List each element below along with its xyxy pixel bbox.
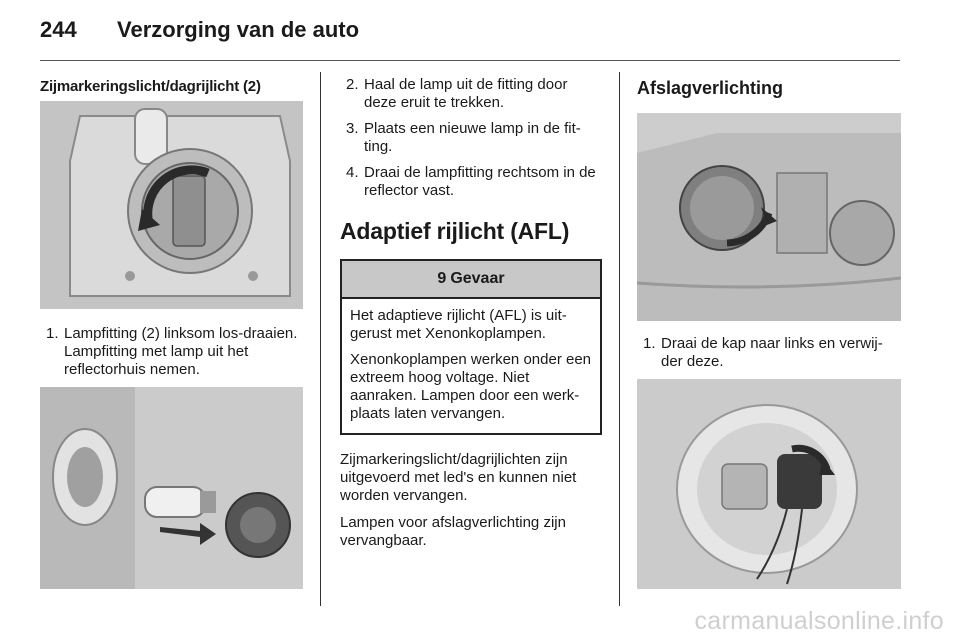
figure-cornering-light-cap (637, 113, 901, 321)
step-item: 1. Draai de kap naar links en verwij-der deze. (643, 335, 883, 370)
figure-cornering-bulb (637, 379, 901, 589)
warning-triangle-icon: 9 (437, 270, 447, 287)
watermark: carmanualsonline.info (694, 607, 944, 635)
warning-body (342, 299, 600, 433)
header-rule (40, 60, 900, 61)
warning-paragraph: Xenonkoplampen werken onder een extreem hoog voltage. Niet aanraken. Lampen door een werk-plaats laten vervangen. (350, 351, 592, 422)
figure-lamp-removal (40, 387, 303, 589)
body-paragraph: Zijmarkeringslicht/dagrijlichten zijn uitgevoerd met led's en kunnen niet worden vervangen. (340, 451, 577, 504)
lamp-removal-illustration (40, 387, 303, 589)
page-title: Verzorging van de auto (117, 17, 360, 42)
lamp-socket-illustration (40, 101, 303, 309)
column-divider-left (320, 72, 321, 606)
step-item: 4. Draai de lampfitting rechtsom in de reflector vast. (346, 164, 596, 199)
body-text (340, 451, 602, 550)
section-heading-afslag: Afslagverlichting (637, 78, 784, 98)
danger-warning-box (340, 259, 602, 435)
steps-list-col1 (40, 325, 303, 379)
column-2 (340, 76, 602, 559)
steps-list-col3 (637, 335, 901, 371)
column-divider-right (619, 72, 620, 606)
section-subheading: Zijmarkeringslicht/dagrijlicht (2) (40, 78, 261, 95)
steps-list-col2 (340, 76, 602, 200)
page-number: 244 (40, 17, 77, 42)
body-paragraph: Lampen voor afslagverlichting zijn vervangbaar. (340, 514, 566, 549)
step-item: 2. Haal de lamp uit de fitting door deze eruit te trekken. (346, 76, 568, 111)
column-1 (40, 76, 303, 589)
warning-paragraph: Het adaptieve rijlicht (AFL) is uit-gerust met Xenonkoplampen. (350, 307, 567, 342)
step-item: 1. Lampfitting (2) linksom los-draaien. Lampfitting met lamp uit het reflectorhuis nemen. (46, 325, 298, 378)
section-heading-afl: Adaptief rijlicht (AFL) (340, 218, 570, 244)
warning-header (342, 261, 600, 299)
column-3 (637, 76, 901, 589)
figure-lamp-socket (40, 101, 303, 309)
cornering-cap-illustration (637, 113, 901, 321)
warning-title: Gevaar (450, 270, 505, 287)
cornering-bulb-illustration (637, 379, 901, 589)
step-item: 3. Plaats een nieuwe lamp in de fit-ting. (346, 120, 581, 155)
